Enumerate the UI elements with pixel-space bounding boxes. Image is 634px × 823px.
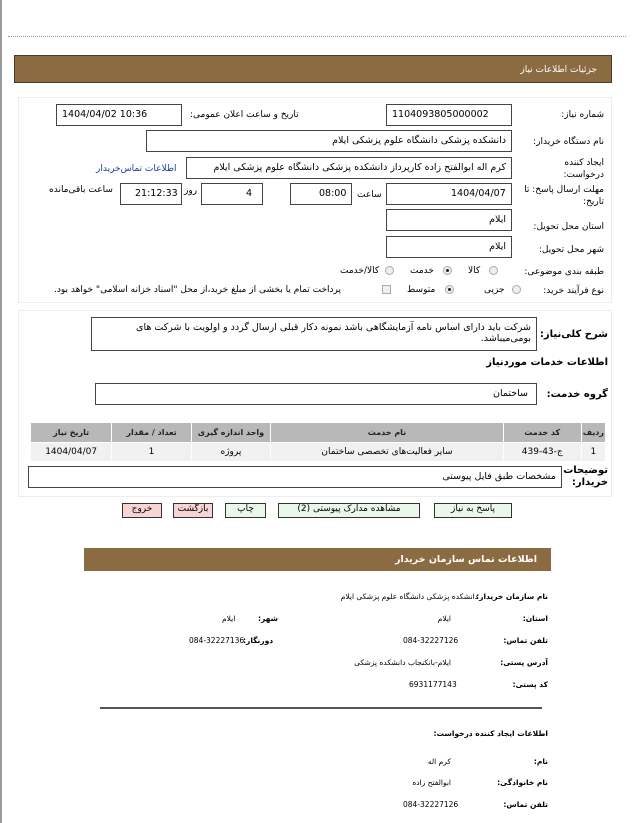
time-remaining-label: ساعت باقی‌مانده	[49, 185, 113, 195]
creator-phone-value: 084-32227126	[403, 800, 459, 809]
category-label: طبقه بندی موضوعی:	[524, 267, 604, 277]
deadline-date-field[interactable]: 1404/04/07	[386, 183, 512, 205]
buyer-org-name-label: نام سازمان خریدار:	[476, 592, 548, 601]
col-need-date: تاریخ نیاز	[31, 423, 112, 443]
buyer-notes-field[interactable]: مشخصات طبق فایل پیوستی	[28, 466, 562, 488]
cell-service-code: ج-43-439	[503, 443, 581, 462]
contact-address-label: آدرس پستی:	[500, 658, 548, 667]
creator-last-name-value: ابوالفتح زاده	[412, 778, 451, 787]
contact-province-label: استان:	[522, 614, 548, 623]
buyer-contact-header	[84, 548, 551, 571]
contact-fax-label: دورنگار:	[243, 636, 274, 645]
contact-postal-label: کد پستی:	[512, 680, 548, 689]
col-quantity: تعداد / مقدار	[112, 423, 191, 443]
page-title: جزئیات اطلاعات نیاز	[520, 65, 597, 75]
cell-need-date: 1404/04/07	[31, 443, 112, 462]
col-unit: واحد اندازه گیری	[191, 423, 270, 443]
requester-label: ایجاد کننده درخواست:	[563, 158, 604, 180]
service-group-field[interactable]: ساختمان	[95, 383, 537, 405]
contact-phone-label: تلفن تماس:	[503, 636, 548, 645]
buyer-org-field[interactable]: دانشکده پزشکی دانشگاه علوم پزشکی ایلام	[146, 130, 512, 152]
table-row	[31, 443, 606, 462]
need-number-field[interactable]: 1104093805000002	[386, 104, 512, 126]
print-button[interactable]: چاپ	[225, 503, 266, 518]
treasury-checkbox[interactable]	[382, 285, 391, 294]
days-remaining-field[interactable]: 4	[201, 183, 263, 205]
contact-city-label: شهر:	[258, 614, 278, 623]
col-row: ردیف	[581, 423, 605, 443]
cell-quantity: 1	[112, 443, 191, 462]
creator-first-name-label: نام:	[533, 757, 548, 766]
cell-service-name: سایر فعالیت‌های تخصصی ساختمان	[271, 443, 504, 462]
exit-button[interactable]: خروج	[122, 503, 162, 518]
contact-city-value: ایلام	[222, 614, 236, 623]
buyer-contact-link[interactable]: اطلاعات تماس‌خریدار	[96, 164, 177, 174]
col-service-code: کد خدمت	[503, 423, 581, 443]
description-field[interactable]: شرکت باید دارای اساس نامه آزمایشگاهی باشد نمونه دکار قبلی ارسال گردد و اولویت با شرکت های بومی‌میباشد.	[91, 317, 537, 351]
creator-first-name-value: کرم اله	[427, 757, 451, 766]
category-service-label: خدمت	[410, 266, 434, 276]
contact-province-value: ایلام	[437, 614, 451, 623]
attachments-button[interactable]: مشاهده مدارک پیوستی (2)	[278, 503, 420, 518]
contact-phone-value: 084-32227126	[403, 636, 459, 645]
category-both-radio[interactable]	[385, 266, 394, 275]
city-label: شهر محل تحویل:	[538, 245, 604, 255]
buyer-org-label: نام دستگاه خریدار:	[533, 137, 604, 147]
back-button[interactable]: بازگشت	[173, 503, 213, 518]
treasury-note: پرداخت تمام یا بخشی از مبلغ خرید،از محل "اسناد خزانه اسلامی" خواهد بود.	[54, 285, 342, 295]
city-field[interactable]: ایلام	[386, 236, 512, 258]
section-divider	[100, 707, 542, 709]
deadline-label: مهلت ارسال پاسخ: تا تاریخ:	[524, 185, 604, 207]
col-service-name: نام خدمت	[271, 423, 504, 443]
announce-datetime-field[interactable]: 1404/04/02 10:36	[56, 104, 182, 126]
contact-fax-value: 084-32227136	[189, 636, 245, 645]
contact-postal-value: 6931177143	[409, 680, 457, 689]
contact-address-value: ایلام-بانکنجاب دانشکده پزشکی	[354, 658, 451, 667]
time-remaining-field[interactable]: 21:12:33	[120, 183, 182, 205]
deadline-time-field[interactable]: 08:00	[290, 183, 352, 205]
cell-unit: پروژه	[191, 443, 270, 462]
purchase-minor-radio[interactable]	[512, 285, 521, 294]
description-label: شرح کلی‌نیاز:	[539, 329, 608, 340]
creator-title: اطلاعات ایجاد کننده درخواست:	[433, 729, 548, 738]
announce-datetime-label: تاریخ و ساعت اعلان عمومی:	[190, 110, 299, 120]
category-goods-label: کالا	[468, 266, 481, 276]
creator-phone-label: تلفن تماس:	[503, 800, 548, 809]
deadline-time-label: ساعت	[357, 190, 382, 200]
requester-field[interactable]: کرم اله ابوالفتح زاده کارپرداز دانشکده پزشکی دانشگاه علوم پزشکی ایلام	[186, 157, 512, 179]
services-table	[30, 422, 606, 462]
province-field[interactable]: ایلام	[386, 209, 512, 231]
reply-button[interactable]: پاسخ به نیاز	[434, 503, 512, 518]
services-section-title: اطلاعات خدمات موردنیاز	[486, 357, 608, 368]
buyer-contact-title: اطلاعات تماس سازمان خریدار	[394, 554, 537, 565]
category-service-radio[interactable]	[443, 266, 452, 275]
page-left-border	[0, 0, 2, 823]
table-header-row	[31, 423, 606, 443]
province-label: استان محل تحویل:	[533, 222, 604, 232]
category-both-label: کالا/خدمت	[340, 266, 380, 276]
purchase-minor-label: جزیی	[484, 285, 505, 295]
buyer-org-name-value: دانشکده پزشکی دانشگاه علوم پزشکی ایلام	[340, 592, 478, 601]
cell-row: 1	[581, 443, 605, 462]
creator-last-name-label: نام خانوادگی:	[497, 778, 548, 787]
page-header	[14, 55, 612, 83]
purchase-type-label: نوع فرآیند خرید:	[543, 286, 604, 296]
days-label: روز	[184, 186, 198, 196]
need-number-label: شماره نیاز:	[561, 110, 604, 120]
purchase-medium-radio[interactable]	[445, 285, 454, 294]
category-goods-radio[interactable]	[489, 266, 498, 275]
purchase-medium-label: متوسط	[407, 285, 436, 295]
divider	[8, 36, 626, 37]
service-group-label: گروه خدمت:	[546, 389, 608, 400]
buyer-notes-label: توضیحات خریدار:	[563, 465, 608, 488]
